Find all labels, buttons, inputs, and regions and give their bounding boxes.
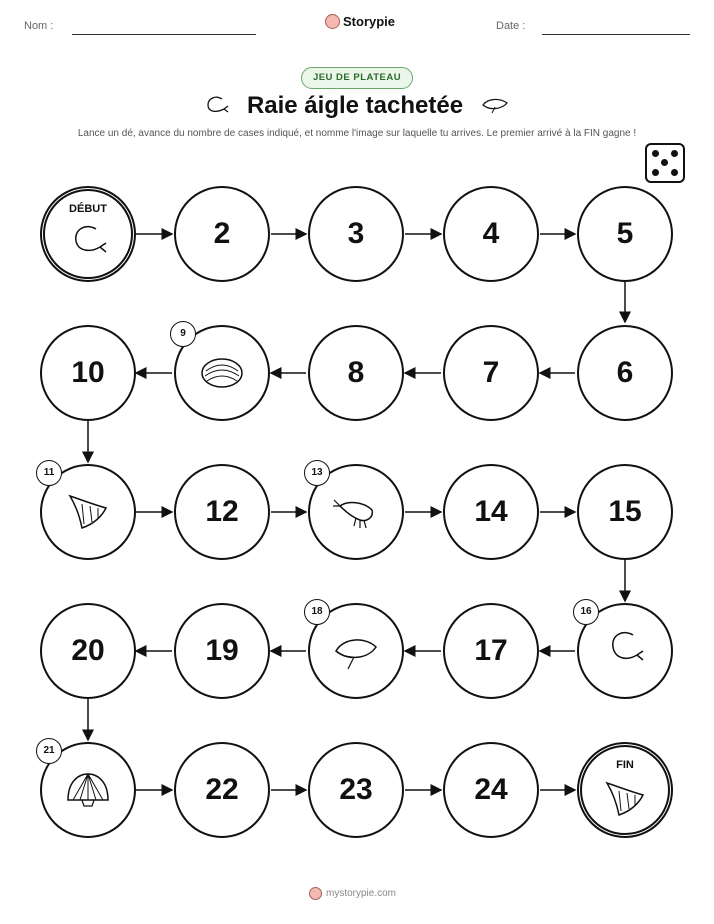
cell-6[interactable] (577, 325, 673, 421)
cell-number: 12 (205, 495, 239, 528)
cell-number: 10 (71, 356, 105, 389)
cell-badge: 9 (170, 321, 196, 347)
cell-22[interactable] (174, 742, 270, 838)
cell-number: 6 (616, 356, 634, 389)
cell-21[interactable] (40, 742, 136, 838)
cell-17[interactable] (443, 603, 539, 699)
cell-24[interactable] (443, 742, 539, 838)
cell-23[interactable] (308, 742, 404, 838)
end-label: FIN (616, 759, 634, 771)
cell-8[interactable] (308, 325, 404, 421)
cell-start[interactable] (40, 186, 136, 282)
cell-number: 23 (339, 773, 373, 806)
shrimp-icon (330, 490, 382, 534)
cell-10[interactable] (40, 325, 136, 421)
cell-number: 8 (347, 356, 365, 389)
game-badge: JEU DE PLATEAU (301, 67, 413, 89)
cell-badge: 18 (304, 599, 330, 625)
cell-19[interactable] (174, 603, 270, 699)
ray-tail-icon (62, 221, 114, 265)
instructions: Lance un dé, avance du nombre de cases indiqué, et nomme l'image sur laquelle tu arrives. Le premier arrivé à la FIN gagne ! (77, 128, 637, 139)
cell-number: 19 (205, 634, 239, 667)
cell-14[interactable] (443, 464, 539, 560)
stingray-icon (330, 629, 382, 673)
cell-13[interactable] (308, 464, 404, 560)
cell-4[interactable] (443, 186, 539, 282)
page-title: Raie áigle tachetée (0, 92, 714, 120)
cell-badge: 21 (36, 738, 62, 764)
cell-number: 2 (213, 217, 231, 250)
date-label: Date : (496, 20, 526, 32)
cell-number: 17 (474, 634, 508, 667)
start-label: DÉBUT (69, 203, 107, 215)
cell-20[interactable] (40, 603, 136, 699)
cell-9[interactable] (174, 325, 270, 421)
cell-11[interactable] (40, 464, 136, 560)
cell-5[interactable] (577, 186, 673, 282)
cell-16[interactable] (577, 603, 673, 699)
ray-tail-icon (599, 629, 651, 673)
cell-number: 7 (482, 356, 500, 389)
name-label: Nom : (24, 20, 54, 32)
scallop-icon (62, 768, 114, 812)
cell-number: 5 (616, 217, 634, 250)
cell-number: 3 (347, 217, 365, 250)
cell-15[interactable] (577, 464, 673, 560)
clam-icon (196, 351, 248, 395)
cell-number: 20 (71, 634, 105, 667)
cell-12[interactable] (174, 464, 270, 560)
cell-number: 4 (482, 217, 500, 250)
footer (309, 887, 396, 900)
cell-2[interactable] (174, 186, 270, 282)
cell-badge: 11 (36, 460, 62, 486)
ray-fin-icon (599, 777, 651, 821)
cell-number: 24 (474, 773, 508, 806)
footer-url: mystorypie.com (326, 888, 397, 899)
cell-number: 14 (474, 495, 508, 528)
cell-3[interactable] (308, 186, 404, 282)
cell-7[interactable] (443, 325, 539, 421)
cell-badge: 16 (573, 599, 599, 625)
cell-end[interactable] (577, 742, 673, 838)
brand-name: Storypie (343, 14, 396, 29)
cell-number: 15 (608, 495, 642, 528)
pig-icon (309, 887, 322, 900)
cell-18[interactable] (308, 603, 404, 699)
cell-number: 22 (205, 773, 239, 806)
ray-fin-icon (62, 490, 114, 534)
cell-badge: 13 (304, 460, 330, 486)
